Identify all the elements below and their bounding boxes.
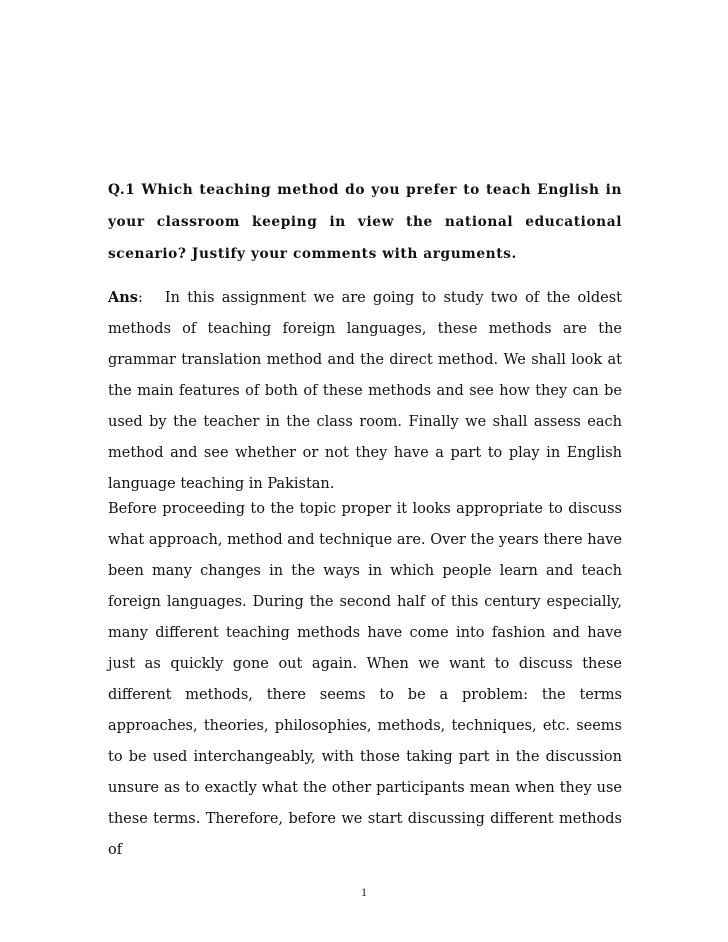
- answer-text: In this assignment we are going to study two of the oldest methods of teaching foreign languages, these methods are the grammar translation method and the direct method. We shall look at the main features of both of these methods and see how they can be used by the teacher in the class room. Finally we shall assess each method and see whether or not they have a part to play in English language teaching in Pakistan.: [108, 290, 622, 492]
- page-number: 1: [361, 885, 367, 899]
- body-paragraph: Before proceeding to the topic proper it looks appropriate to discuss what approach, method and technique are. Over the years there have been many changes in the ways in which people learn and teach foreign languages. During the second half of this century especially, many different teaching methods have come into fashion and have just as quickly gone out again. When we want to discuss these different methods, there seems to be a problem: the terms approaches, theories, philosophies, methods, techniques, etc. seems to be used interchangeably, with those taking part in the discussion unsure as to exactly what the other participants mean when they use these terms. Therefore, before we start discussing different methods of: [108, 501, 622, 858]
- answer-label: [108, 289, 143, 306]
- question-text: Q.1 Which teaching method do you prefer to teach English in your classroom keeping in view the national educational scenario? Justify your comments with arguments.: [108, 182, 622, 262]
- answer-label-colon: :: [137, 290, 143, 306]
- answer-paragraph: [108, 282, 622, 500]
- answer-label-text: Ans: [108, 289, 138, 306]
